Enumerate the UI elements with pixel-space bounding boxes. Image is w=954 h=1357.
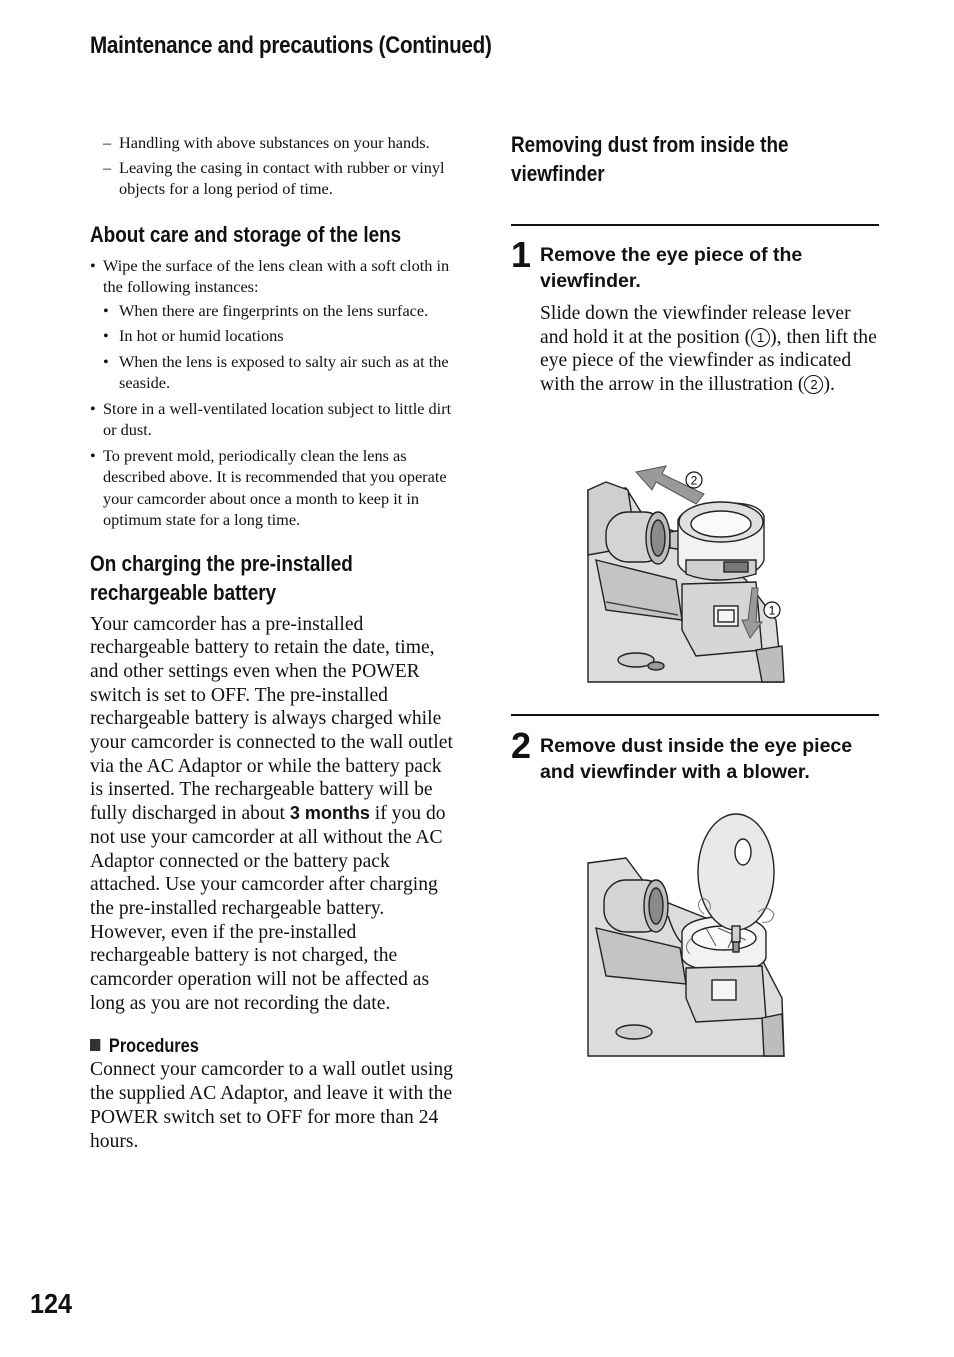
intro-list xyxy=(90,132,456,200)
page-number: 124 xyxy=(30,1288,73,1319)
circled-number-2-icon: 2 xyxy=(804,375,823,394)
step-1-text-c: ). xyxy=(823,374,835,396)
list-item: • To prevent mold, periodically clean the lens as described above. It is recommended that you operate your camcorder about once a month to keep it in optimum state for a long time. xyxy=(90,445,456,531)
circled-number-1-icon: 1 xyxy=(751,328,770,347)
illustration-remove-eyepiece xyxy=(586,460,816,685)
step-number: 2 xyxy=(511,725,532,766)
list-item: – Leaving the casing in contact with rubber or vinyl objects for a long period of time. xyxy=(90,157,456,200)
battery-bold-duration: 3 months xyxy=(289,803,370,824)
square-bullet-icon xyxy=(90,1039,100,1051)
viewfinder-title-line2: viewfinder xyxy=(511,161,605,186)
viewfinder-title-line1: Removing dust from inside the xyxy=(511,132,789,157)
list-item: – Handling with above substances on your hands. xyxy=(90,132,456,154)
lens-bullet-1: Wipe the surface of the lens clean with a soft cloth in the following instances: xyxy=(103,255,450,296)
battery-text-a: Your camcorder has a pre-installed rechargeable battery to retain the date, time, and other settings even when the POWER switch is set to OFF. The pre-installed rechargeable battery is always charged while your camcorder is connected to the wall outlet via the AC Adaptor or while the battery pack is inserted. The rechargeable battery will be fully discharged in about xyxy=(90,613,453,825)
step-2 xyxy=(511,725,879,785)
step-number: 1 xyxy=(511,234,532,275)
step-divider xyxy=(511,714,879,716)
battery-paragraph-2: However, even if the pre-installed rechargeable battery is not charged, the camcorder operation will not be affected as long as you are not recording the date. xyxy=(90,921,430,1014)
camcorder-eyepiece-illustration xyxy=(586,460,816,685)
illus1-label-2: 2 xyxy=(690,473,698,488)
page-header: Maintenance and precautions (Continued) xyxy=(90,32,492,59)
procedures-heading xyxy=(90,1035,405,1059)
left-column xyxy=(90,132,456,1153)
procedures-title: Procedures xyxy=(108,1036,199,1058)
step-2-heading: Remove dust inside the eye piece and viewfinder with a blower. xyxy=(540,735,853,783)
battery-title-line2: rechargeable battery xyxy=(90,579,277,605)
viewfinder-section-title xyxy=(511,130,878,188)
step-divider xyxy=(511,224,879,226)
lens-sub-list xyxy=(103,300,456,394)
battery-title-line1: On charging the pre-installed xyxy=(90,550,353,576)
step-1-body xyxy=(540,302,879,397)
procedures-text: Connect your camcorder to a wall outlet using the supplied AC Adaptor, and leave it with the POWER switch set to OFF for more than 24 hours. xyxy=(90,1059,453,1152)
step-1 xyxy=(511,234,879,397)
list-item: • When the lens is exposed to salty air such as at the seaside. xyxy=(103,351,456,394)
step-1-text-b: ), then lift the eye piece of the viewfinder as indicated with the arrow in the illustration ( xyxy=(540,326,877,396)
list-item: • In hot or humid locations xyxy=(103,325,456,347)
step-1-heading: Remove the eye piece of the viewfinder. xyxy=(540,244,803,292)
battery-text-b: if you do not use your camcorder at all without the AC Adaptor connected or the battery pack attached. Use your camcorder after charging the pre-installed rechargeable battery. xyxy=(90,803,446,919)
step-1-text-a: Slide down the viewfinder release lever and hold it at the position ( xyxy=(540,303,851,348)
list-item: • Store in a well-ventilated location subject to little dirt or dust. xyxy=(90,398,456,441)
lens-list xyxy=(90,255,456,531)
blower-illustration xyxy=(586,808,806,1058)
list-item xyxy=(90,255,456,394)
battery-section-title xyxy=(90,549,455,607)
illus1-label-1: 1 xyxy=(768,603,776,618)
illustration-blower xyxy=(586,808,806,1058)
battery-paragraph-1 xyxy=(90,613,456,921)
lens-section-title: About care and storage of the lens xyxy=(90,221,402,247)
right-column xyxy=(511,130,879,397)
list-item: • When there are fingerprints on the lens surface. xyxy=(103,300,456,322)
